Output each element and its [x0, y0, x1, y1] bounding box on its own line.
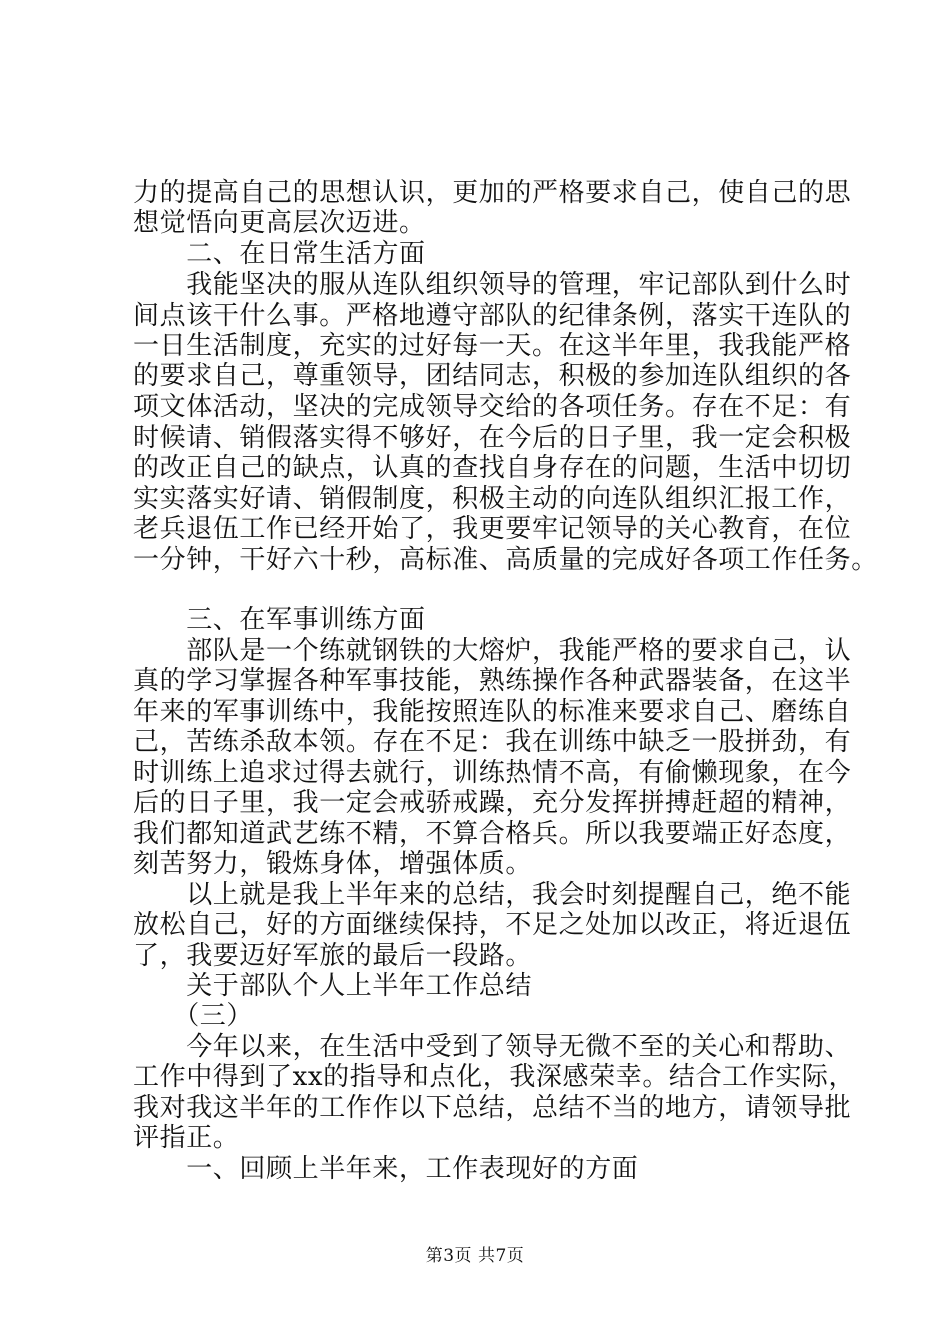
- body-text-line: 项文体活动，坚决的完成领导交给的各项任务。存在不足：有: [133, 392, 852, 422]
- body-text-line: 的改正自己的缺点，认真的查找自身存在的问题，生活中切切: [133, 453, 852, 483]
- section-heading: 三、在军事训练方面: [133, 605, 426, 635]
- page-number-footer: 第3页 共7页: [425, 1246, 525, 1266]
- body-text-line: 间点该干什么事。严格地遵守部队的纪律条例，落实干连队的: [133, 301, 852, 331]
- body-text-line: 我们都知道武艺练不精，不算合格兵。所以我要端正好态度，: [133, 819, 852, 849]
- body-text-line: 的要求自己，尊重领导，团结同志，积极的参加连队组织的各: [133, 361, 852, 391]
- body-text-line: 时训练上追求过得去就行，训练热情不高，有偷懒现象，在今: [133, 758, 852, 788]
- body-text-line: 己，苦练杀敌本领。存在不足：我在训练中缺乏一股拼劲，有: [133, 727, 852, 757]
- body-text-line: 想觉悟向更高层次迈进。: [133, 208, 426, 238]
- body-text-line: 老兵退伍工作已经开始了，我更要牢记领导的关心教育，在位: [133, 514, 852, 544]
- body-text-line: 我对我这半年的工作作以下总结，总结不当的地方，请领导批: [133, 1093, 852, 1123]
- body-text-line: 以上就是我上半年来的总结，我会时刻提醒自己，绝不能: [133, 880, 852, 910]
- body-text-line: 实实落实好请、销假制度，积极主动的向连队组织汇报工作，: [133, 484, 852, 514]
- body-text-line: 刻苦努力，锻炼身体，增强体质。: [133, 849, 533, 879]
- body-text-line: 今年以来，在生活中受到了领导无微不至的关心和帮助、: [133, 1032, 852, 1062]
- body-text-line: 时候请、销假落实得不够好，在今后的日子里，我一定会积极: [133, 423, 852, 453]
- body-text-line: 部队是一个练就钢铁的大熔炉，我能严格的要求自己，认: [133, 636, 852, 666]
- article-part-number: （三）: [133, 1001, 254, 1031]
- section-heading: 二、在日常生活方面: [133, 239, 426, 269]
- body-text-line: 一日生活制度，充实的过好每一天。在这半年里，我我能严格: [133, 331, 852, 361]
- body-text-line: 力的提高自己的思想认识，更加的严格要求自己，使自己的思: [133, 178, 852, 208]
- body-text-line: 了，我要迈好军旅的最后一段路。: [133, 941, 533, 971]
- body-text-line: 真的学习掌握各种军事技能，熟练操作各种武器装备，在这半: [133, 666, 852, 696]
- body-text-line: 我能坚决的服从连队组织领导的管理，牢记部队到什么时: [133, 270, 852, 300]
- body-text-line: 一分钟，干好六十秒，高标准、高质量的完成好各项工作任务。: [133, 545, 878, 575]
- body-text-line: 评指正。: [133, 1123, 240, 1153]
- body-text-line: 工作中得到了xx的指导和点化，我深感荣幸。结合工作实际，: [133, 1062, 856, 1092]
- body-text-line: 放松自己，好的方面继续保持，不足之处加以改正，将近退伍: [133, 910, 852, 940]
- body-text-line: 后的日子里，我一定会戒骄戒躁，充分发挥拼搏赶超的精神，: [133, 788, 852, 818]
- body-text-line: 年来的军事训练中，我能按照连队的标准来要求自己、磨练自: [133, 697, 852, 727]
- section-heading: 一、回顾上半年来，工作表现好的方面: [133, 1154, 639, 1184]
- article-title: 关于部队个人上半年工作总结: [133, 971, 533, 1001]
